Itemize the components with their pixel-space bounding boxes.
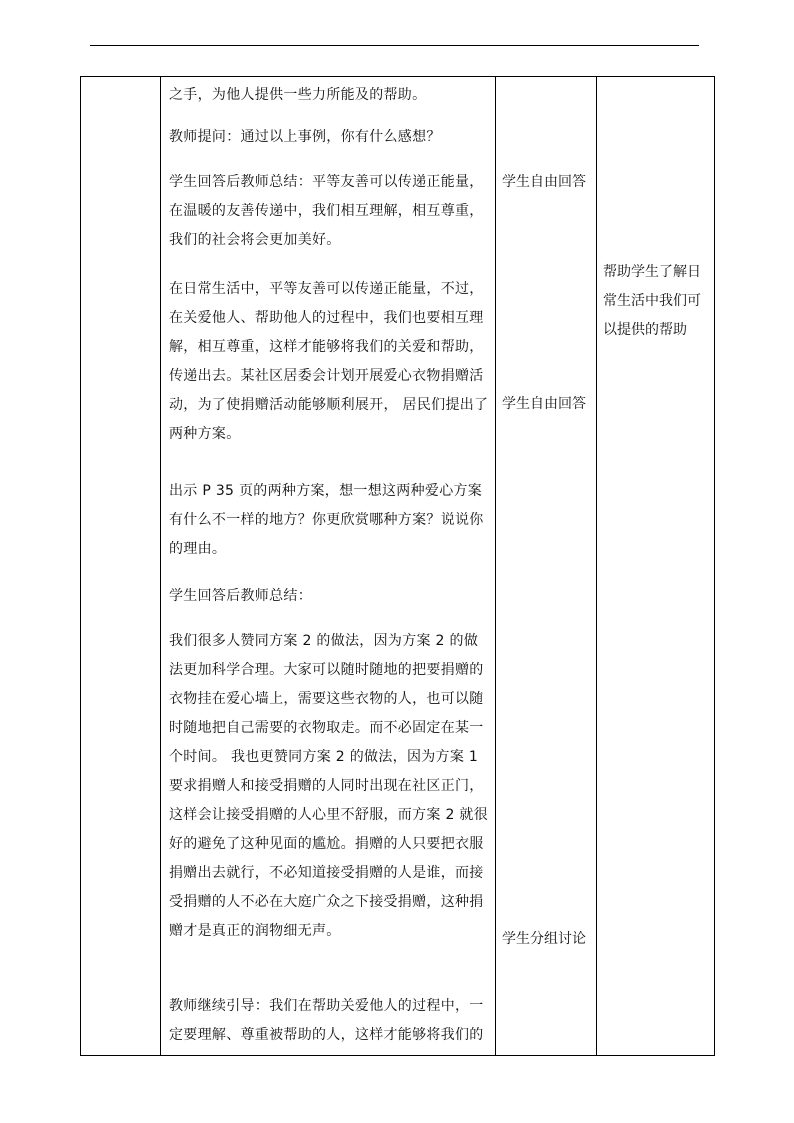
design-intent-cell bbox=[597, 77, 715, 1055]
content-paragraph: 之手，为他人提供一些力所能及的帮助。 bbox=[169, 87, 427, 103]
content-paragraph: 学生回答后教师总结：平等友善可以传递正能量，在温暖的友善传递中，我们相互理解，相互尊重，我们的社会将会更加美好。 bbox=[169, 174, 484, 248]
stage-cell bbox=[81, 77, 160, 1055]
content-paragraph: 在日常生活中，平等友善可以传递正能量，不过，在关爱他人、帮助他人的过程中，我们也要相互理解，相互尊重，这样才能够将我们的关爱和帮助，传递出去。某社区居委会计划开展爱心衣物捐赠活动，为了使捐赠活动能够顺利展开， 居民们提出了两种方案。 bbox=[169, 281, 489, 442]
content-paragraph: 我们很多人赞同方案 2 的做法，因为方案 2 的做法更加科学合理。大家可以随时随地的把要捐赠的衣物挂在爱心墙上，需要这些衣物的人，也可以随时随地把自己需要的衣物取走。而不必固定在某一个时间。 我也更赞同方案 2 的做法，因为方案 1 要求捐赠人和接受捐赠的人同时出现在社区正门，这样会让接受捐赠的人心里不舒服，而方案 2 就很好的避免了这种见面的尴尬。捐赠的人只要把衣服捐赠出去就行，不必知道接受捐赠的人是谁，而接受捐赠的人不必在大庭广众之下接受捐赠，这种捐赠才是真正的润物细无声。 bbox=[169, 633, 489, 939]
teacher-question: 教师提问：通过以上事例，你有什么感想？ bbox=[169, 129, 441, 145]
content-paragraph: 教师继续引导：我们在帮助关爱他人的过程中，一定要理解、尊重被帮助的人，这样才能够将我们的 bbox=[169, 998, 484, 1043]
lesson-table bbox=[80, 76, 715, 1056]
header-rule bbox=[90, 45, 699, 46]
content-paragraph: 出示 P 35 页的两种方案，想一想这两种爱心方案有什么不一样的地方？你更欣赏哪种方案？说说你的理由。 bbox=[169, 483, 484, 557]
student-activity-cell bbox=[496, 77, 596, 1055]
design-intent: 帮助学生了解日常生活中我们可以提供的帮助 bbox=[603, 264, 701, 338]
content-paragraph: 学生回答后教师总结： bbox=[169, 588, 312, 604]
student-activity: 学生分组讨论 bbox=[502, 931, 586, 947]
student-activity: 学生自由回答 bbox=[502, 174, 586, 190]
student-activity: 学生自由回答 bbox=[502, 396, 586, 412]
